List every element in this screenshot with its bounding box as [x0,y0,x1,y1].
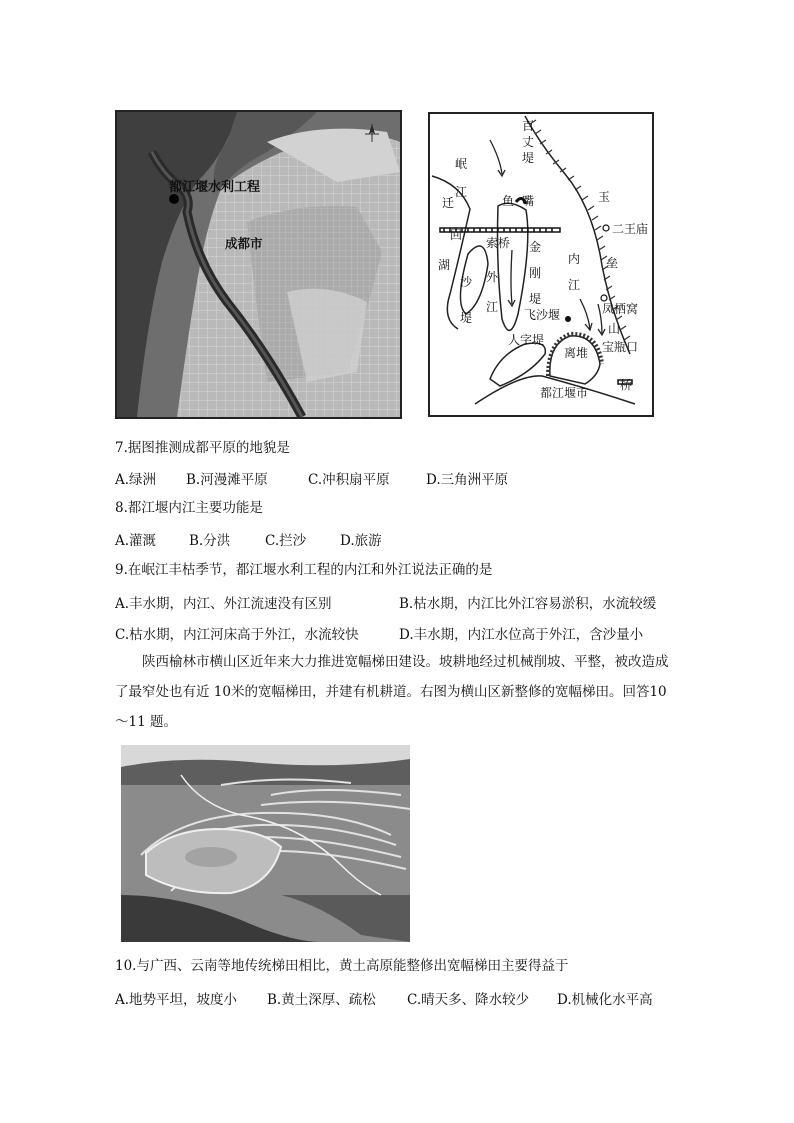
terrace-photo [121,745,410,942]
q9-option-b[interactable]: B.枯水期，内江比外江容易淤积，水流较缓 [399,596,657,612]
label-dujiangyanshi: 都江堰市 [540,386,589,400]
q8-option-c[interactable]: C.拦沙 [265,533,307,549]
question-9-stem: 9.在岷江丰枯季节，都江堰水利工程的内江和外江说法正确的是 [115,562,493,578]
q7-option-b[interactable]: B.河漫滩平原 [186,472,268,488]
label-chengdu-city: 成都市 [225,236,263,251]
label-erwangmiao: 二王庙 [612,222,649,236]
q8-option-d[interactable]: D.旅游 [340,533,382,549]
chengdu-satellite-map [115,110,402,419]
label-lei: 垒 [606,256,619,270]
label-yu: 玉 [598,190,611,204]
q7-option-c[interactable]: C.冲积扇平原 [308,472,390,488]
passage-terraces: 陕西榆林市横山区近年来大力推进宽幅梯田建设。坡耕地经过机械削坡、平整，被改造成了最窄处也有近 10米的宽幅梯田，并建有机耕道。右图为横山区新整修的宽幅梯田。回答10～11 题。 [115,654,669,730]
question-9-options-row2 [115,623,685,643]
label-hui: 回 [450,228,463,242]
label-shan: 山 [608,322,621,336]
question-8-options [115,529,515,549]
question-10-options [115,988,685,1008]
question-7-stem: 7.据图推测成都平原的地貌是 [115,440,290,456]
label-qian: 迁 [442,196,455,210]
q7-option-a[interactable]: A.绿洲 [115,472,157,488]
q10-option-a[interactable]: A.地势平坦，坡度小 [115,992,238,1008]
q9-option-c[interactable]: C.枯水期，内江河床高于外江，水流较快 [115,627,359,643]
question-8-stem: 8.都江堰内江主要功能是 [115,500,263,516]
q9-option-d[interactable]: D.丰水期，内江水位高于外江，含沙量小 [399,627,644,643]
question-10-stem: 10.与广西、云南等地传统梯田相比，黄土高原能整修出宽幅梯田主要得益于 [115,958,569,974]
dujiangyan-schematic-map [428,112,654,417]
label-feishayan: 飞沙堰 [524,308,561,322]
satellite-map-graphic [117,112,400,417]
label-waijiang: 外江 [486,270,499,314]
q8-option-b[interactable]: B.分洪 [189,533,231,549]
label-baizhangdi: 百丈堤 [522,119,535,165]
terrace-photo-graphic [121,745,410,942]
label-baopingkou: 宝瓶口 [602,340,639,354]
label-minjiang: 岷江 [455,157,468,199]
label-neijiang: 内江 [568,252,581,292]
question-7-options [115,468,675,488]
label-fengqiwo: 凤栖窝 [602,302,639,316]
erwangmiao-marker-icon [603,225,609,231]
project-marker-icon [169,194,179,204]
q8-option-a[interactable]: A.灌溉 [115,533,157,549]
label-renzidi: 人字堤 [508,333,545,347]
label-shadi: 沙堤 [460,275,473,325]
label-dujiangyan-project: 都江堰水利工程 [169,180,261,195]
label-suoqiao: 索桥 [486,236,511,250]
label-qiao: 桥 [620,378,633,392]
q10-option-d[interactable]: D.机械化水平高 [557,992,653,1008]
q10-option-c[interactable]: C.晴天多、降水较少 [407,992,530,1008]
label-yuzui: 鱼嘴 [502,194,543,208]
label-jingangdi: 金刚堤 [529,240,542,306]
baopingkou-marker-icon [565,316,571,322]
q9-option-a[interactable]: A.丰水期，内江、外江流速没有区别 [115,596,332,612]
label-lidui: 离堆 [564,346,589,360]
label-hu: 湖 [438,258,451,272]
q10-option-b[interactable]: B.黄土深厚、疏松 [267,992,376,1008]
question-9-options-row1 [115,592,685,612]
q7-option-d[interactable]: D.三角洲平原 [426,472,509,488]
